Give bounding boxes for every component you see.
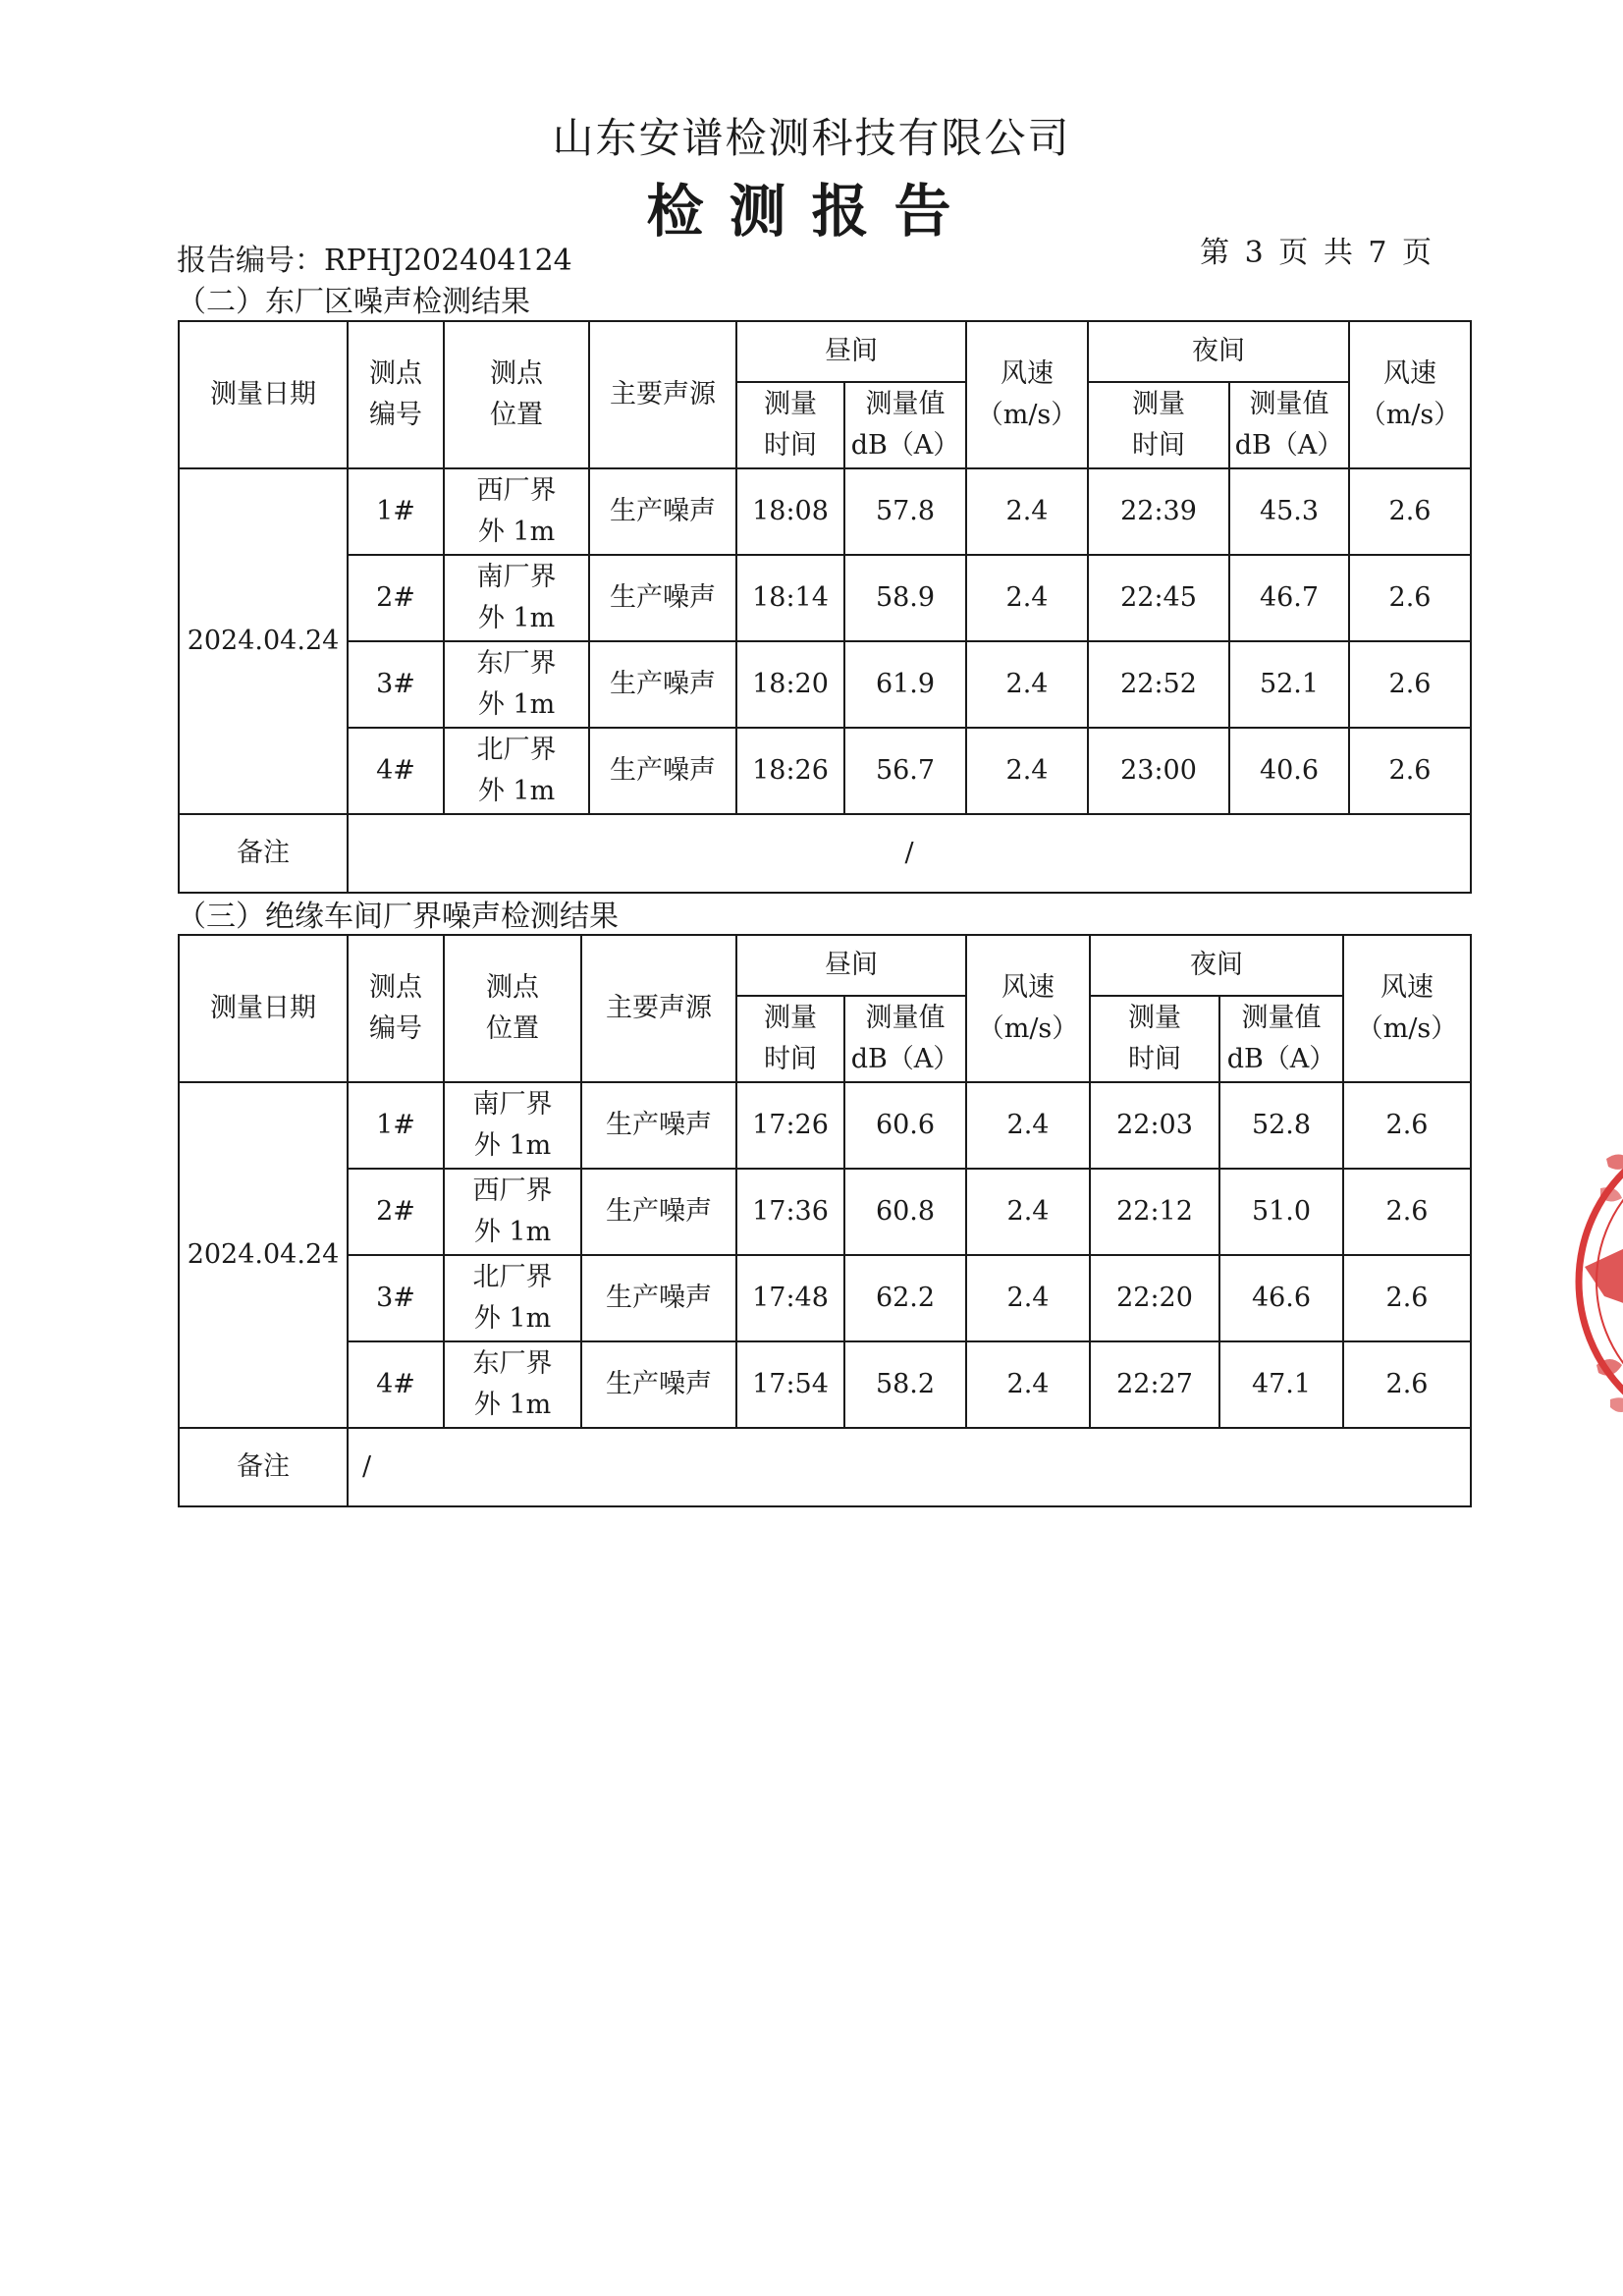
table-row: [179, 641, 1471, 728]
day-value: 56.7: [844, 728, 966, 814]
col-night-value-header: 测量值 dB（A）: [1219, 996, 1343, 1082]
noise-source: 生产噪声: [581, 1169, 736, 1255]
table-row: [179, 555, 1471, 641]
point-location: 西厂界 外 1m: [444, 468, 589, 555]
night-wind: 2.6: [1349, 728, 1471, 814]
table-row: [179, 1255, 1471, 1341]
noise-source: 生产噪声: [589, 728, 736, 814]
table-row: [179, 468, 1471, 555]
col-day-wind-header: 风速 （m/s）: [966, 935, 1090, 1082]
point-no: 4#: [348, 728, 444, 814]
day-value: 62.2: [844, 1255, 966, 1341]
day-value: 58.9: [844, 555, 966, 641]
col-source-header: 主要声源: [589, 321, 736, 468]
col-source-header: 主要声源: [581, 935, 736, 1082]
col-night-time-header: 测量 时间: [1088, 382, 1229, 468]
company-name: 山东安谱检测科技有限公司: [552, 114, 1071, 162]
day-time: 18:26: [736, 728, 844, 814]
noise-source: 生产噪声: [581, 1082, 736, 1169]
day-wind: 2.4: [966, 1169, 1090, 1255]
table-row: [179, 728, 1471, 814]
day-time: 18:14: [736, 555, 844, 641]
report-title: 检测报告: [646, 178, 977, 245]
point-location: 东厂界 外 1m: [444, 641, 589, 728]
section3-title: （三）绝缘车间厂界噪声检测结果: [177, 900, 619, 934]
point-location: 东厂界 外 1m: [444, 1341, 581, 1428]
day-time: 17:36: [736, 1169, 844, 1255]
col-point-loc-header: 测点 位置: [444, 935, 581, 1082]
remark-label: 备注: [179, 1428, 348, 1506]
page-info: 第 3 页 共 7 页: [1200, 236, 1432, 270]
day-wind: 2.4: [966, 728, 1088, 814]
table-row: [179, 1169, 1471, 1255]
day-wind: 2.4: [966, 555, 1088, 641]
col-night-time-header: 测量 时间: [1090, 996, 1219, 1082]
col-night-wind-header: 风速 （m/s）: [1349, 321, 1471, 468]
night-value: 46.7: [1229, 555, 1349, 641]
point-location: 南厂界 外 1m: [444, 1082, 581, 1169]
day-value: 61.9: [844, 641, 966, 728]
col-night-value-header: 测量值 dB（A）: [1229, 382, 1349, 468]
day-time: 17:26: [736, 1082, 844, 1169]
report-number: 报告编号：RPHJ202404124: [177, 244, 572, 278]
remark-value: /: [348, 1428, 1471, 1506]
night-time: 22:12: [1090, 1169, 1219, 1255]
date-cell: 2024.04.24: [179, 1082, 348, 1428]
col-date-header: 测量日期: [179, 321, 348, 468]
day-wind: 2.4: [966, 1341, 1090, 1428]
night-time: 23:00: [1088, 728, 1229, 814]
night-time: 22:45: [1088, 555, 1229, 641]
day-time: 18:08: [736, 468, 844, 555]
night-wind: 2.6: [1349, 555, 1471, 641]
night-value: 52.8: [1219, 1082, 1343, 1169]
night-wind: 2.6: [1343, 1169, 1471, 1255]
noise-source: 生产噪声: [581, 1255, 736, 1341]
col-day-header: 昼间: [736, 321, 966, 382]
col-night-header: 夜间: [1090, 935, 1343, 996]
point-location: 北厂界 外 1m: [444, 1255, 581, 1341]
table-row: [179, 1341, 1471, 1428]
section3-table: [178, 934, 1472, 1507]
point-no: 3#: [348, 1255, 444, 1341]
noise-source: 生产噪声: [589, 468, 736, 555]
col-night-header: 夜间: [1088, 321, 1349, 382]
col-date-header: 测量日期: [179, 935, 348, 1082]
night-time: 22:52: [1088, 641, 1229, 728]
night-time: 22:03: [1090, 1082, 1219, 1169]
night-wind: 2.6: [1343, 1341, 1471, 1428]
day-time: 17:54: [736, 1341, 844, 1428]
day-time: 18:20: [736, 641, 844, 728]
point-no: 1#: [348, 1082, 444, 1169]
remark-label: 备注: [179, 814, 348, 893]
noise-source: 生产噪声: [589, 641, 736, 728]
night-value: 46.6: [1219, 1255, 1343, 1341]
day-value: 58.2: [844, 1341, 966, 1428]
night-value: 52.1: [1229, 641, 1349, 728]
col-point-no-header: 测点 编号: [348, 321, 444, 468]
company-seal-icon: [1567, 1120, 1623, 1444]
night-time: 22:39: [1088, 468, 1229, 555]
col-point-no-header: 测点 编号: [348, 935, 444, 1082]
night-wind: 2.6: [1349, 468, 1471, 555]
col-day-header: 昼间: [736, 935, 966, 996]
table-row: [179, 1082, 1471, 1169]
col-day-value-header: 测量值 dB（A）: [844, 382, 966, 468]
point-no: 4#: [348, 1341, 444, 1428]
day-value: 60.8: [844, 1169, 966, 1255]
night-value: 45.3: [1229, 468, 1349, 555]
col-day-time-header: 测量 时间: [736, 996, 844, 1082]
col-night-wind-header: 风速 （m/s）: [1343, 935, 1471, 1082]
section2-title: （二）东厂区噪声检测结果: [177, 285, 530, 319]
day-time: 17:48: [736, 1255, 844, 1341]
night-value: 40.6: [1229, 728, 1349, 814]
date-cell: 2024.04.24: [179, 468, 348, 814]
noise-source: 生产噪声: [581, 1341, 736, 1428]
point-no: 2#: [348, 555, 444, 641]
night-wind: 2.6: [1349, 641, 1471, 728]
day-wind: 2.4: [966, 468, 1088, 555]
point-location: 南厂界 外 1m: [444, 555, 589, 641]
day-value: 60.6: [844, 1082, 966, 1169]
point-location: 北厂界 外 1m: [444, 728, 589, 814]
col-day-wind-header: 风速 （m/s）: [966, 321, 1088, 468]
section2-table: [178, 320, 1472, 894]
remark-value: /: [348, 814, 1471, 893]
night-time: 22:27: [1090, 1341, 1219, 1428]
day-value: 57.8: [844, 468, 966, 555]
day-wind: 2.4: [966, 1082, 1090, 1169]
night-value: 51.0: [1219, 1169, 1343, 1255]
point-location: 西厂界 外 1m: [444, 1169, 581, 1255]
night-wind: 2.6: [1343, 1082, 1471, 1169]
night-wind: 2.6: [1343, 1255, 1471, 1341]
point-no: 2#: [348, 1169, 444, 1255]
col-day-value-header: 测量值 dB（A）: [844, 996, 966, 1082]
day-wind: 2.4: [966, 641, 1088, 728]
day-wind: 2.4: [966, 1255, 1090, 1341]
col-day-time-header: 测量 时间: [736, 382, 844, 468]
point-no: 1#: [348, 468, 444, 555]
remark-row: [179, 1428, 1471, 1506]
point-no: 3#: [348, 641, 444, 728]
noise-source: 生产噪声: [589, 555, 736, 641]
night-value: 47.1: [1219, 1341, 1343, 1428]
remark-row: [179, 814, 1471, 893]
night-time: 22:20: [1090, 1255, 1219, 1341]
col-point-loc-header: 测点 位置: [444, 321, 589, 468]
